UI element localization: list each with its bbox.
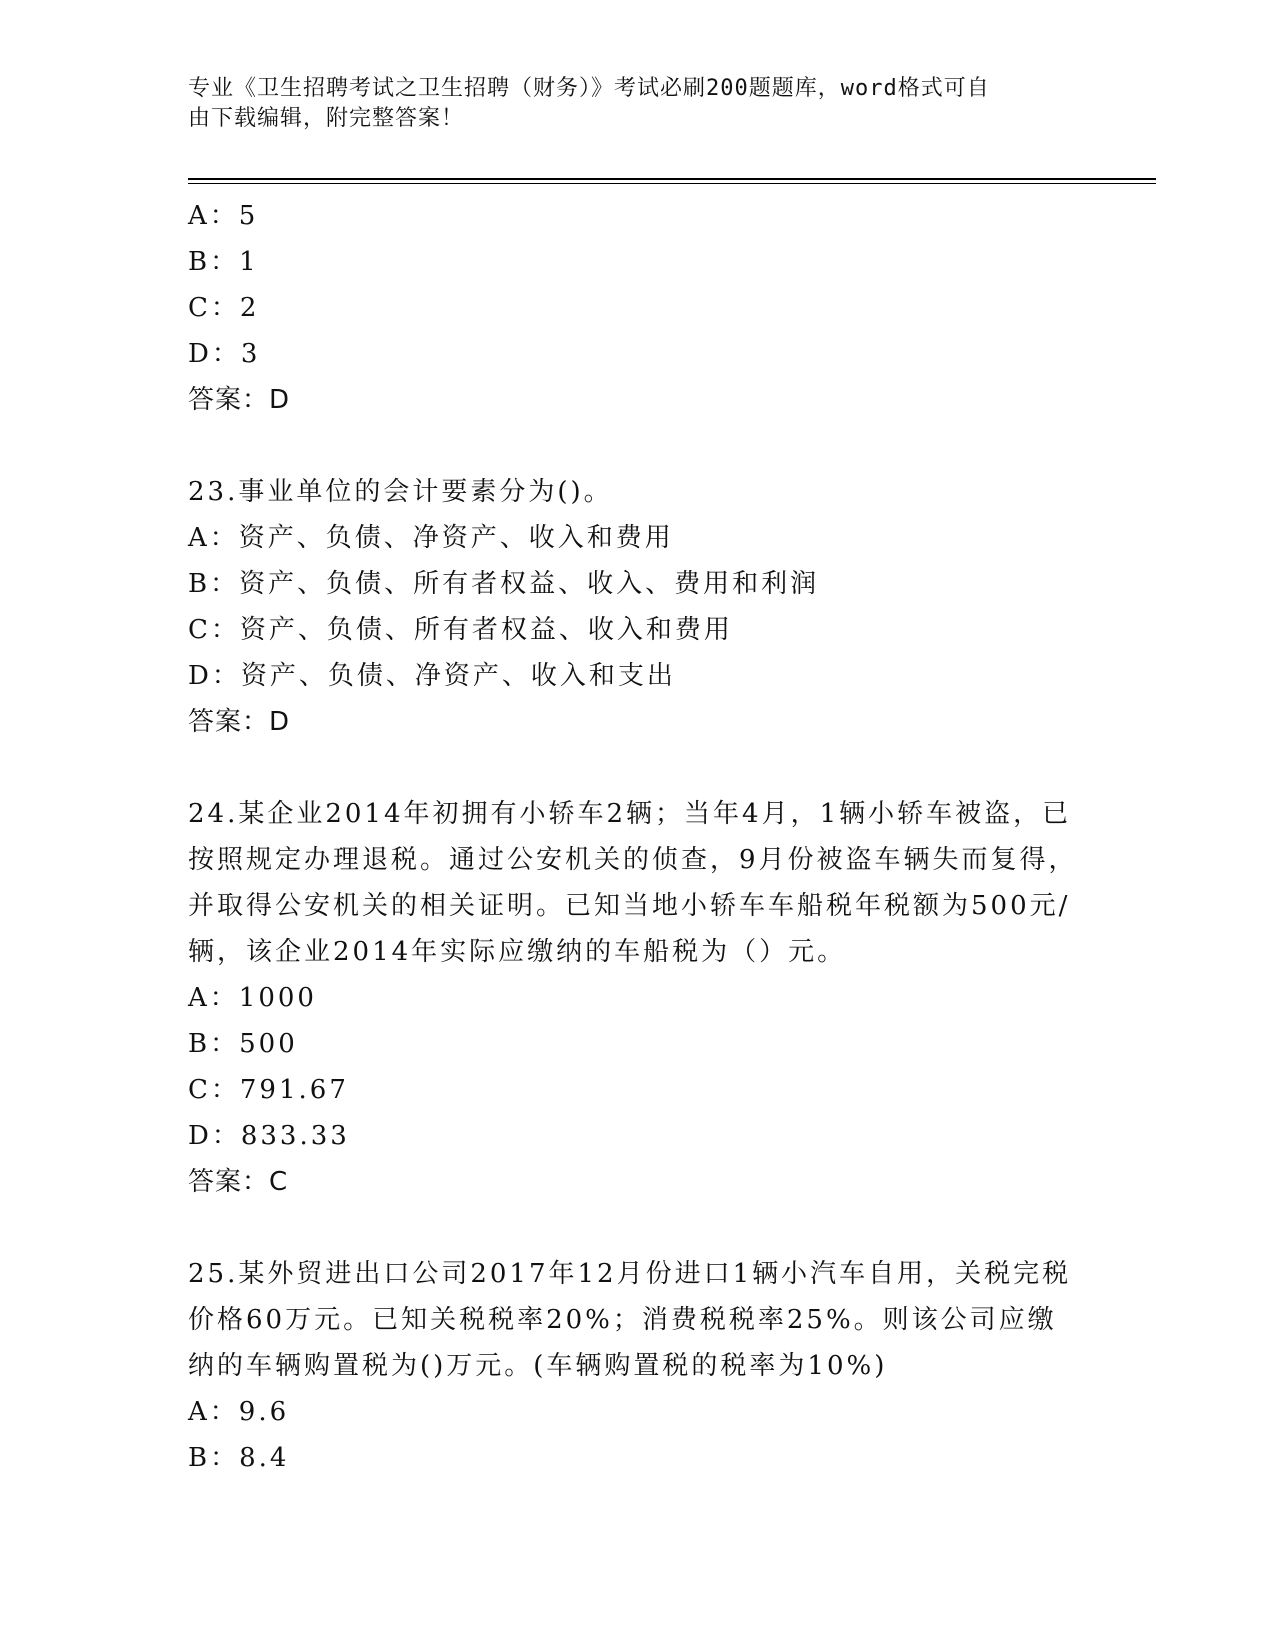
q22-answer: 答案：D: [188, 385, 291, 415]
q24-stem-line-2: 按照规定办理退税。通过公安机关的侦查，9月份被盗车辆失而复得，: [188, 845, 1078, 875]
q24-option-c: C：791.67: [188, 1075, 349, 1105]
q22-option-c: C：2: [188, 293, 260, 323]
q23-option-d: D：资产、负债、净资产、收入和支出: [188, 661, 676, 691]
q22-option-d: D：3: [188, 339, 261, 369]
header-rule-thin: [188, 183, 1156, 184]
q24-stem-line-3: 并取得公安机关的相关证明。已知当地小轿车车船税年税额为500元/: [188, 891, 1071, 921]
header-rule-thick: [188, 178, 1156, 180]
q25-stem-line-1: 25.某外贸进出口公司2017年12月份进口1辆小汽车自用，关税完税: [188, 1259, 1072, 1289]
q23-stem: 23.事业单位的会计要素分为()。: [188, 477, 613, 507]
q24-option-a: A：1000: [188, 983, 317, 1013]
question-list: [188, 193, 1108, 1481]
question-23: [188, 469, 1108, 745]
spacer: [188, 1205, 1108, 1251]
q25-stem-line-2: 价格60万元。已知关税税率20%；消费税税率25%。则该公司应缴: [188, 1305, 1057, 1335]
spacer: [188, 423, 1108, 469]
q23-option-b: B：资产、负债、所有者权益、收入、费用和利润: [188, 569, 820, 599]
q24-option-b: B：500: [188, 1029, 298, 1059]
question-24: [188, 791, 1108, 1205]
header-title-line-2: 由下载编辑，附完整答案！: [188, 106, 465, 131]
q22-option-b: B：1: [188, 247, 259, 277]
q25-option-a: A：9.6: [188, 1397, 290, 1427]
q23-option-a: A：资产、负债、净资产、收入和费用: [188, 523, 674, 553]
question-22: [188, 193, 1108, 423]
q24-option-d: D：833.33: [188, 1121, 350, 1151]
q25-stem-line-3: 纳的车辆购置税为()万元。(车辆购置税的税率为10%): [188, 1351, 888, 1381]
q24-stem-line-4: 辆，该企业2014年实际应缴纳的车船税为（）元。: [188, 937, 847, 967]
document-header: [188, 74, 1068, 134]
q23-option-c: C：资产、负债、所有者权益、收入和费用: [188, 615, 733, 645]
spacer: [188, 745, 1108, 791]
q25-option-b: B：8.4: [188, 1443, 290, 1473]
header-title-line-1: 专业《卫生招聘考试之卫生招聘（财务）》考试必刷200题题库，word格式可自: [188, 76, 990, 101]
q22-option-a: A：5: [188, 201, 259, 231]
q24-answer: 答案：C: [188, 1167, 289, 1197]
q23-answer: 答案：D: [188, 707, 291, 737]
question-25: [188, 1251, 1108, 1481]
q24-stem-line-1: 24.某企业2014年初拥有小轿车2辆；当年4月，1辆小轿车被盗，已: [188, 799, 1072, 829]
